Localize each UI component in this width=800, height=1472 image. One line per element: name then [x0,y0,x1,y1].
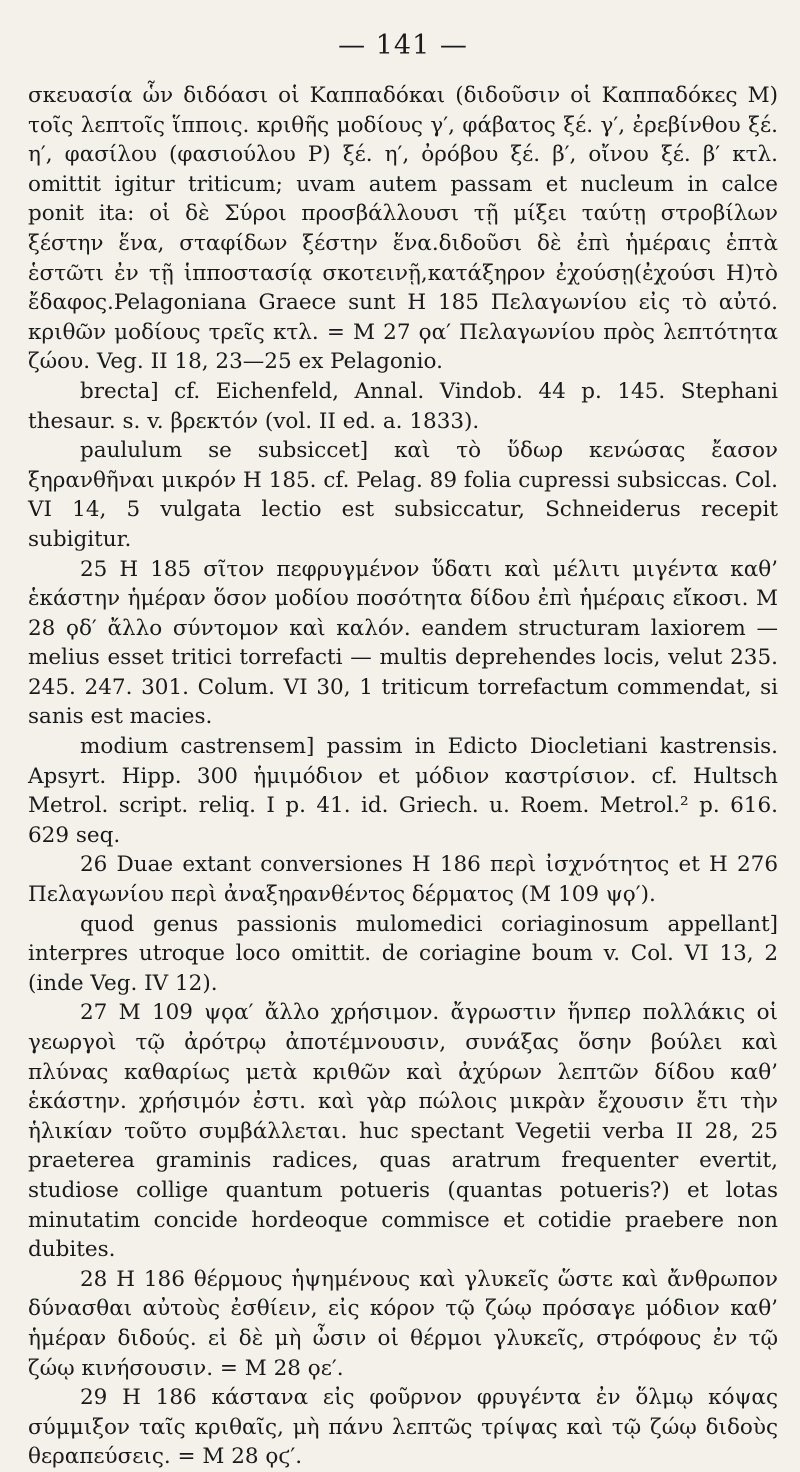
paragraph-continuation: σκευασία ὧν διδόασι οἱ Καππαδόκαι (διδοῦσιν οἱ Καππαδόκες M) τοῖς λεπτοῖς ἵπποις. κριθῆς μοδίους γ′, φάβατος ξέ. γ′, ἐρεβίνθου ξέ. η′, φασίλου (φασιούλου P) ξέ. η′, ὀρόβου ξέ. β′, οἴνου ξέ. β′ κτλ. omittit igitur triticum; uvam autem passam et nucleum in calce ponit ita: οἱ δὲ Σύροι προσβάλλουσι τῇ μίξει ταύτῃ στροβίλων ξέστην ἕνα, σταφίδων ξέστην ἕνα.διδοῦσι δὲ ἐπὶ ἡμέραις ἑπτὰ ἑστῶτι ἐν τῇ ἱπποστασίᾳ σκοτεινῇ,κατάξηρον ἐχούσῃ(ἐχούσι H)τὸ ἔδαφος.Pelagoniana Graece sunt H 185 Πελαγωνίου εἰς τὸ αὐτό. κριθῶν μοδίους τρεῖς κτλ. = M 27 ϙα′ Πελαγωνίου πρὸς λεπτότητα ζώου. Veg. II 18, 23—25 ex Pelagonio. [28,83,778,375]
note-28: 28 H 186 θέρμους ἡψημένους καὶ γλυκεῖς ὥστε καὶ ἄνθρωπον δύνασθαι αὐτοὺς ἐσθίειν, εἰς κόρον τῷ ζώῳ πρόσαγε μόδιον καθ’ ἡμέραν διδούς. εἰ δὲ μὴ ὦσιν οἱ θέρμοι γλυκεῖς, στρόφους ἐν τῷ ζώῳ κινήσουσιν. = M 28 ϙε′. [28,1266,778,1381]
page-number: — 141 — [338,30,468,61]
note-27: 27 M 109 ψϙα′ ἄλλο χρήσιμον. ἄγρωστιν ἥνπερ πολλάκις οἱ γεωργοὶ τῷ ἀρότρῳ ἀποτέμνουσιν, συνάξας ὅσην βούλει καὶ πλύνας καθαρίως μετὰ κριθῶν καὶ ἀχύρων λεπτῶν δίδου καθ’ ἑκάστην. χρήσιμόν ἐστι. καὶ γὰρ πώλοις μικρὰν ἔχουσιν ἔτι τὴν ἡλικίαν τοῦτο συμβάλλεται. huc spectant Vegetii verba II 28, 25 praeterea graminis radices, quas aratrum frequenter evertit, studiose collige quantum potueris (quantas potueris?) et lotas minutatim concide hordeoque commisce et cotidie praebere non dubites. [28,1000,778,1263]
note-29: 29 H 186 κάστανα εἰς φοῦρνον φρυγέντα ἐν ὅλμῳ κόψας σύμμιξον ταῖς κριθαῖς, μὴ πάνυ λεπτῶς τρίψας καὶ τῷ ζώῳ διδοὺς θεραπεύσεις. = M 28 ϙϛ′. [28,1385,778,1470]
note-25: 25 H 185 σῖτον πεφρυγμένον ὕδατι καὶ μέλιτι μιγέντα καθ’ ἑκάστην ἡμέραν ὅσον μοδίου ποσότητα δίδου ἐπὶ ἡμέραις εἴκοσι. M 28 ϙδ′ ἄλλο σύντομον καὶ καλόν. eandem structuram laxiorem — melius esset tritici torrefacti — multis deprehendes locis, velut 235. 245. 247. 301. Colum. VI 30, 1 triticum torrefactum commendat, si sanis est macies. [28,556,778,730]
note-brecta: brecta] cf. Eichenfeld, Annal. Vindob. 44 p. 145. Stephani thesaur. s. v. βρεκτόν (vol. II ed. a. 1833). [28,378,778,434]
note-26: 26 Duae extant conversiones H 186 περὶ ἰσχνότητος et H 276 Πελαγωνίου περὶ ἀναξηρανθέντος δέρματος (M 109 ψϙ′). [28,852,778,908]
note-paululum: paululum se subsiccet] καὶ τὸ ὕδωρ κενώσας ἔασον ξηρανθῆναι μικρόν H 185. cf. Pelag. 89 folia cupressi subsiccas. Col. VI 14, 5 vulgata lectio est subsiccatur, Schneiderus recepit subigitur. [28,438,778,552]
note-modium: modium castrensem] passim in Edicto Diocletiani kastrensis. Apsyrt. Hipp. 300 ἡμιμόδιον et μόδιον καστρίσιον. cf. Hultsch Metrol. script. reliq. I p. 41. id. Griech. u. Roem. Metrol.² p. 616. 629 seq. [28,734,778,848]
note-quod-genus: quod genus passionis mulomedici coriaginosum appellant] interpres utroque loco omittit. de coriagine boum v. Col. VI 13, 2 (inde Veg. IV 12). [28,911,778,996]
